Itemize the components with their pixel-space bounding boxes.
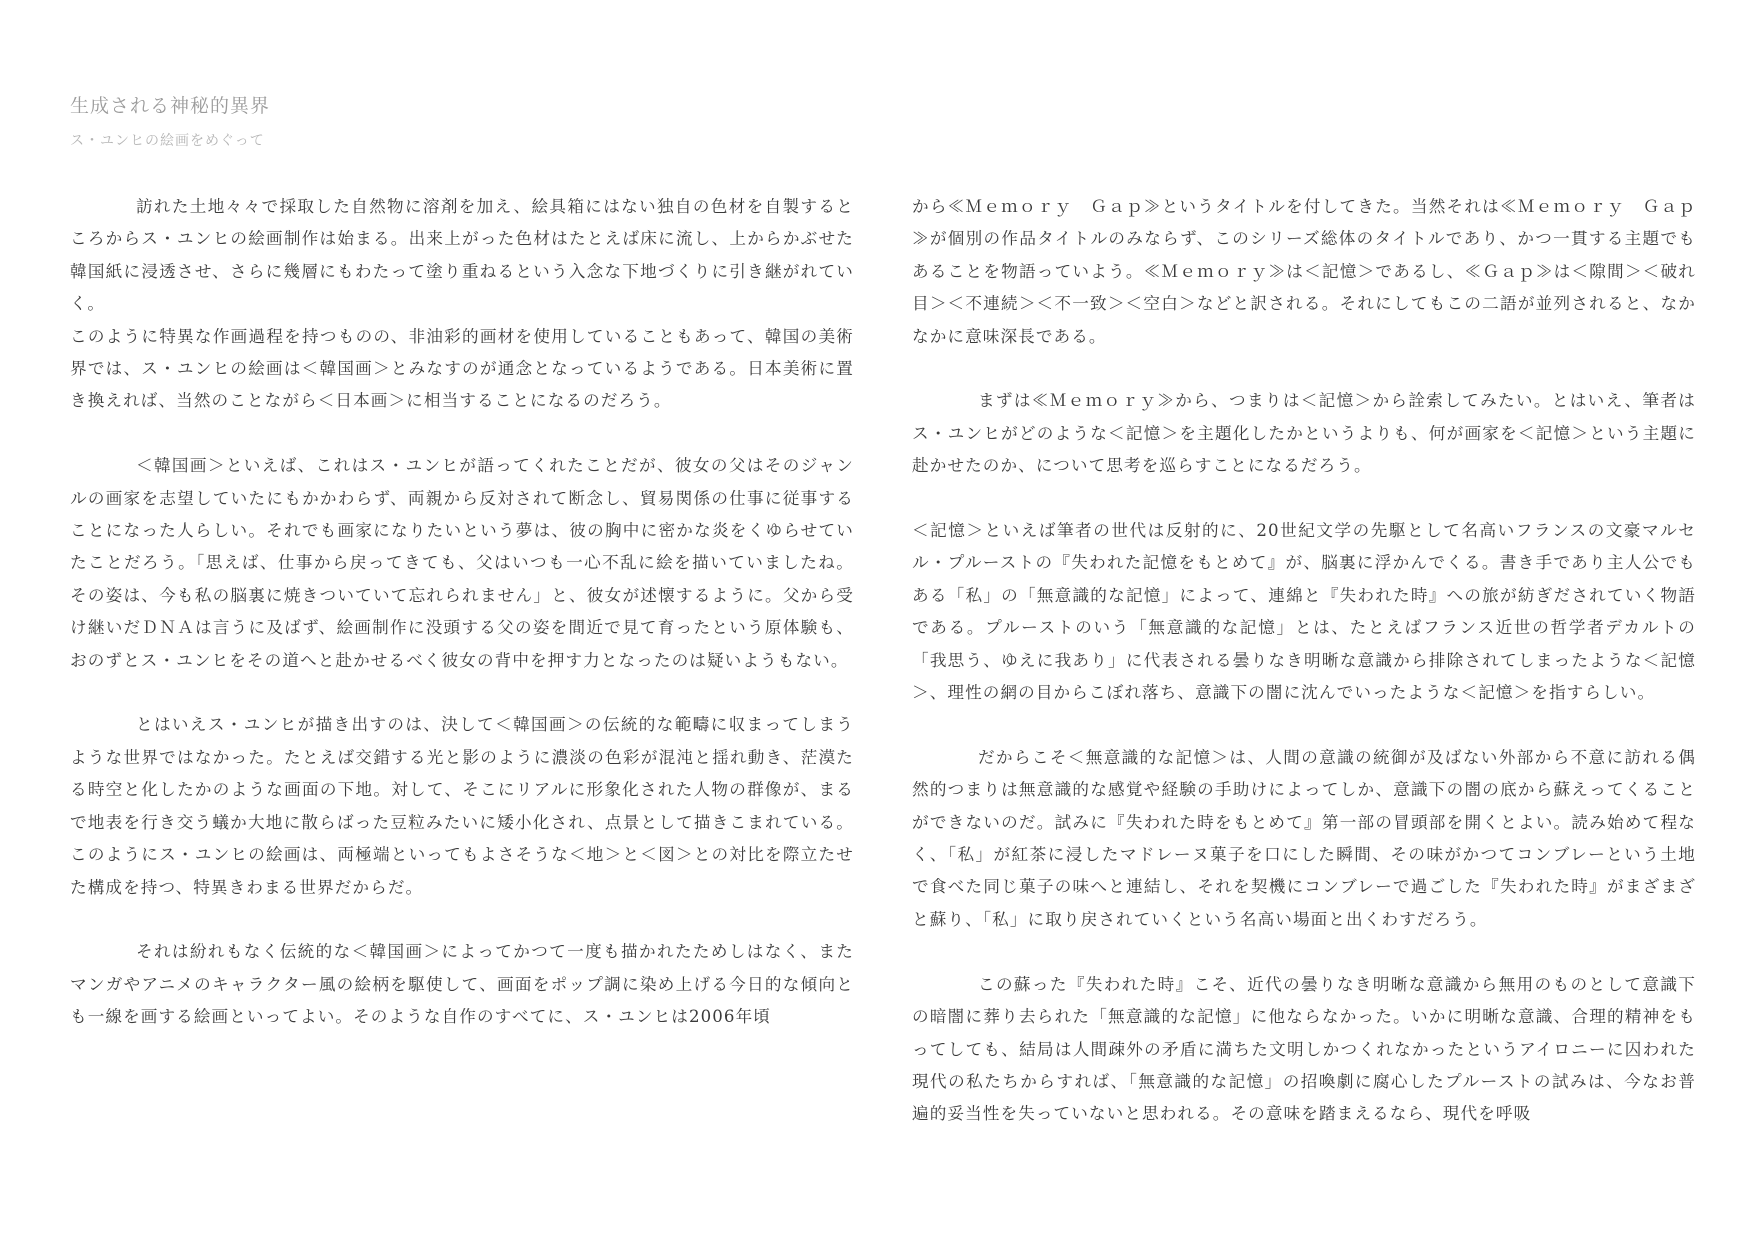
paragraph: まずは≪Ｍｅｍｏｒｙ≫から、つまりは＜記憶＞から詮索してみたい。とはいえ、筆者はス・ユンヒがどのような＜記憶＞を主題化したかというよりも、何が画家を＜記憶＞という主題に赴かせたのか、について思考を巡らすことになるだろう。 [912,391,1696,476]
paragraph-gap [912,936,1696,968]
paragraph-gap [912,353,1696,385]
paragraph: このように特異な作画過程を持つものの、非油彩的画材を使用していることもあって、韓国の美術界では、ス・ユンヒの絵画は＜韓国画＞とみなすのが通念となっているようである。日本美術に置き換えれば、当然のことながら＜日本画＞に相当することになるのだろう。 [70,326,854,411]
article-subtitle: ス・ユンヒの絵画をめぐって [70,133,265,149]
article-title: 生成される神秘的異界 [70,95,271,117]
paragraph: 訪れた土地々々で採取した自然物に溶剤を加え、絵具箱にはない独自の色材を自製するところからス・ユンヒの絵画制作は始まる。出来上がった色材はたとえば床に流し、上からかぶせた韓国紙に浸透させ、さらに幾層にもわたって塗り重ねるという入念な下地づくりに引き継がれていく。 [70,197,854,314]
paragraph-gap [912,709,1696,741]
left-text-column [70,191,854,1034]
paragraph: から≪Ｍｅｍｏｒｙ Ｇａｐ≫というタイトルを付してきた。当然それは≪Ｍｅｍｏｒｙ Ｇａｐ≫が個別の作品タイトルのみならず、このシリーズ総体のタイトルであり、かつ一貫する主題でもあることを物語っていよう。≪Ｍｅｍｏｒｙ≫は＜記憶＞であるし、≪Ｇａｐ≫は＜隙間＞＜破れ目＞＜不連続＞＜不一致＞＜空白＞などと訳される。それにしてもこの二語が並列されると、なかなかに意味深長である。 [912,197,1696,346]
paragraph-gap [70,904,854,936]
paragraph: ＜韓国画＞といえば、これはス・ユンヒが語ってくれたことだが、彼女の父はそのジャンルの画家を志望していたにもかかわらず、両親から反対されて断念し、貿易関係の仕事に従事することになった人らしい。それでも画家になりたいという夢は、彼の胸中に密かな炎をくゆらせていたことだろう。「思えば、仕事から戻ってきても、父はいつも一心不乱に絵を描いていましたね。その姿は、今も私の脳裏に焼きついていて忘れられません」と、彼女が述懐するように。父から受け継いだＤＮＡは言うに及ばず、絵画制作に没頭する父の姿を間近で見て育ったという原体験も、おのずとス・ユンヒをその道へと赴かせるべく彼女の背中を押す力となったのは疑いようもない。 [70,456,854,670]
paragraph-gap [70,677,854,709]
paragraph: この蘇った『失われた時』こそ、近代の曇りなき明晰な意識から無用のものとして意識下の暗闇に葬り去られた「無意識的な記憶」に他ならなかった。いかに明晰な意識、合理的精神をもってしても、結局は人間疎外の矛盾に満ちた文明しかつくれなかったというアイロニーに囚われた現代の私たちからすれば、「無意識的な記憶」の招喚劇に腐心したプルーストの試みは、今なお普遍的妥当性を失っていないと思われる。その意味を踏まえるなら、現代を呼吸 [912,974,1696,1124]
paragraph: とはいえス・ユンヒが描き出すのは、決して＜韓国画＞の伝統的な範疇に収まってしまうような世界ではなかった。たとえば交錯する光と影のように濃淡の色彩が混沌と揺れ動き、茫漠たる時空と化したかのような画面の下地。対して、そこにリアルに形象化された人物の群像が、まるで地表を行き交う蟻か大地に散らばった豆粒みたいに矮小化され、点景として描きこまれている。このようにス・ユンヒの絵画は、両極端といってもよさそうな＜地＞と＜図＞との対比を際立たせた構成を持つ、特異きわまる世界だからだ。 [70,715,854,897]
paragraph: だからこそ＜無意識的な記憶＞は、人間の意識の統御が及ばない外部から不意に訪れる偶然的つまりは無意識的な感覚や経験の手助けによってしか、意識下の闇の底から蘇えってくることができないのだ。試みに『失われた時をもとめて』第一部の冒頭部を開くとよい。読み始めて程なく、「私」が紅茶に浸したマドレーヌ菓子を口にした瞬間、その味がかつてコンブレーという土地で食べた同じ菓子の味へと連結し、それを契機にコンブレーで過ごした『失われた時』がまざまざと蘇り、「私」に取り戻されていくという名高い場面と出くわすだろう。 [912,747,1696,929]
paragraph: それは紛れもなく伝統的な＜韓国画＞によってかつて一度も描かれたためしはなく、またマンガやアニメのキャラクター風の絵柄を駆使して、画面をポップ調に染め上げる今日的な傾向とも一線を画する絵画といってよい。そのような自作のすべてに、ス・ユンヒは2006年頃 [70,942,854,1027]
right-text-column [912,191,1696,1131]
article-header [70,92,770,152]
paragraph-gap [912,483,1696,515]
paragraph-gap [70,418,854,450]
paragraph: ＜記憶＞といえば筆者の世代は反射的に、20世紀文学の先駆として名高いフランスの文豪マルセル・プルーストの『失われた記憶をもとめて』が、脳裏に浮かんでくる。書き手であり主人公でもある「私」の「無意識的な記憶」によって、連綿と『失われた時』への旅が紡ぎだされていく物語である。プルーストのいう「無意識的な記憶」とは、たとえばフランス近世の哲学者デカルトの「我思う、ゆえに我あり」に代表される曇りなき明晰な意識から排除されてしまったような＜記憶＞、理性の網の目からこぼれ落ち、意識下の闇に沈んでいったような＜記憶＞を指すらしい。 [912,521,1696,703]
